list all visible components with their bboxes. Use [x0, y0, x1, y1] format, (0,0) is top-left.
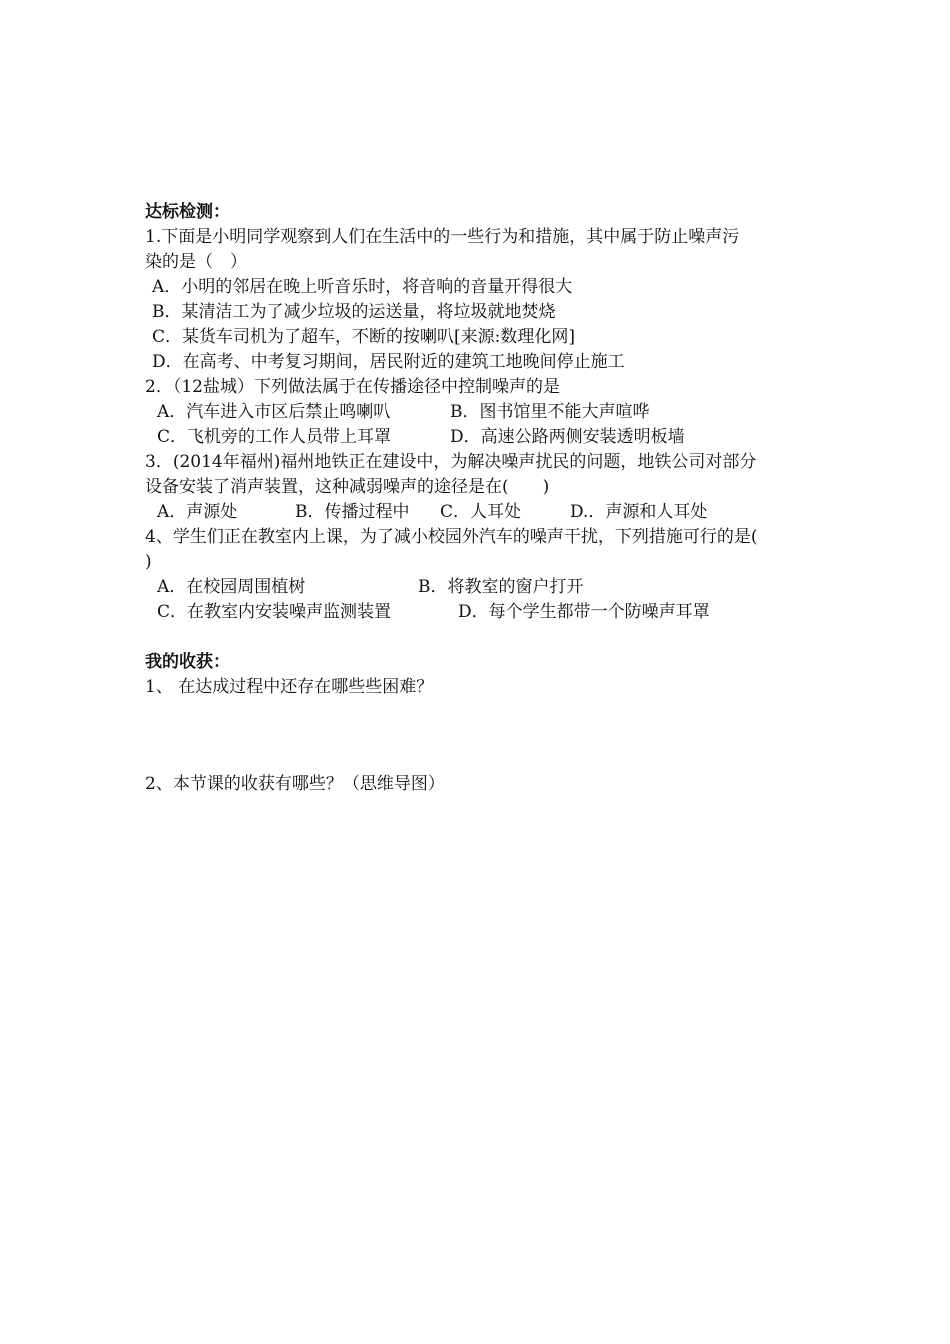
question-3-options-row [145, 500, 825, 525]
section-heading-gains: 我的收获： [145, 652, 230, 672]
question-2-options-row1 [145, 400, 825, 425]
question-2-options-row2 [145, 425, 825, 450]
question-4-options-row1 [145, 575, 825, 600]
question-4-option-d: D．每个学生都带一个防噪声耳罩 [458, 602, 710, 622]
question-1-option-d: D．在高考、中考复习期间，居民附近的建筑工地晚间停止施工 [152, 352, 625, 372]
question-4-option-c: C．在教室内安装噪声监测装置 [157, 602, 392, 622]
question-2-option-b: B．图书馆里不能大声喧哗 [450, 402, 650, 422]
question-2-stem: 2．（12盐城）下列做法属于在传播途径中控制噪声的是 [145, 377, 560, 397]
question-4-option-a: A．在校园周围植树 [157, 577, 306, 597]
question-4-options-row2 [145, 600, 825, 625]
gains-item-1: 1、 在达成过程中还存在哪些些困难？ [145, 677, 434, 697]
question-4-stem-line2: ) [145, 552, 152, 572]
question-2-option-d: D．高速公路两侧安装透明板墙 [450, 427, 685, 447]
question-1-option-c: C．某货车司机为了超车，不断的按喇叭[来源:数理化网] [152, 327, 575, 347]
question-2-option-a: A．汽车进入市区后禁止鸣喇叭 [157, 402, 391, 422]
question-3-stem-line1: 3．(2014年福州)福州地铁正在建设中，为解决噪声扰民的问题，地铁公司对部分 [145, 452, 757, 472]
question-3-stem-line2: 设备安装了消声装置，这种减弱噪声的途径是在( ) [145, 477, 550, 497]
question-1-option-b: B．某清洁工为了减少垃圾的运送量，将垃圾就地焚烧 [152, 302, 556, 322]
question-3-option-a: A．声源处 [157, 502, 238, 522]
question-2-option-c: C．飞机旁的工作人员带上耳罩 [157, 427, 392, 447]
question-4-stem-line1: 4、学生们正在教室内上课，为了减小校园外汽车的噪声干扰，下列措施可行的是( [145, 527, 758, 547]
question-4-option-b: B．将教室的窗户打开 [418, 577, 584, 597]
section-heading-practice: 达标检测： [145, 202, 230, 222]
question-3-option-d: D.．声源和人耳处 [570, 502, 708, 522]
gains-item-2: 2、本节课的收获有哪些？（思维导图） [145, 774, 445, 794]
question-1-stem-line2: 染的是（ ） [145, 252, 247, 272]
question-1-stem-line1: 1.下面是小明同学观察到人们在生活中的一些行为和措施，其中属于防止噪声污 [145, 227, 740, 247]
question-1-option-a: A．小明的邻居在晚上听音乐时，将音响的音量开得很大 [152, 277, 573, 297]
question-3-option-b: B．传播过程中 [295, 502, 410, 522]
question-3-option-c: C．人耳处 [440, 502, 522, 522]
